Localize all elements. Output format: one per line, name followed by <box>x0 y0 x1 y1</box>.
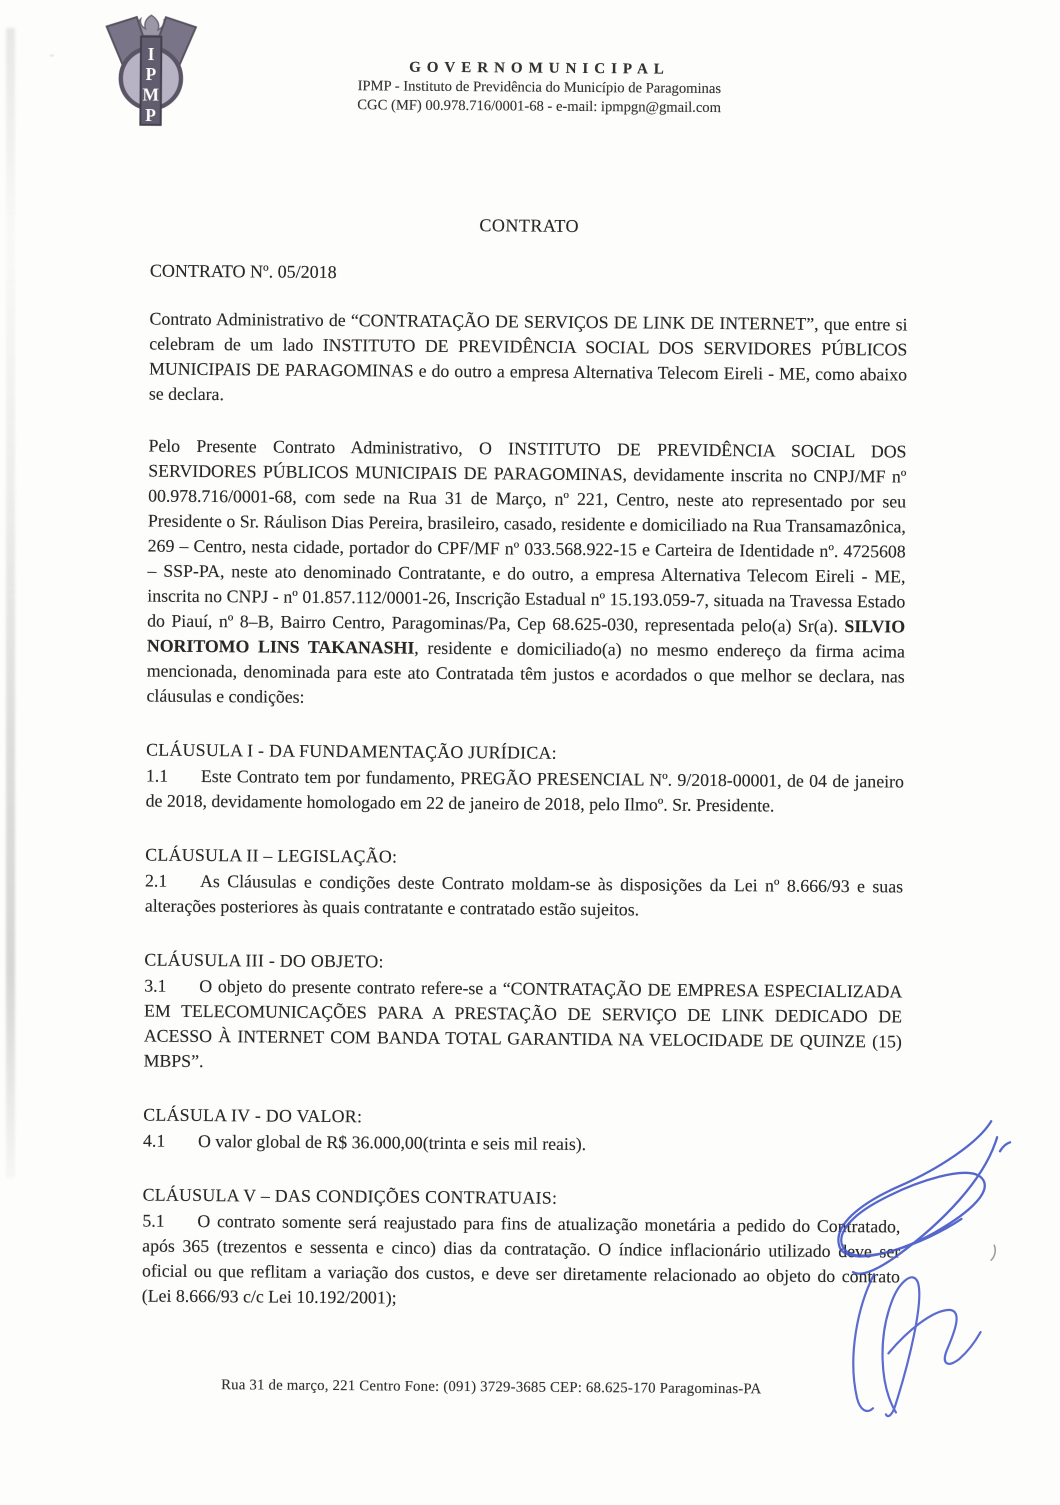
letterhead <box>299 59 779 118</box>
clause-heading: CLÁUSULA I - DA FUNDAMENTAÇÃO JURÍDICA: <box>146 739 558 763</box>
clause-heading: CLÁUSULA V – DAS CONDIÇÕES CONTRATUAIS: <box>142 1184 558 1208</box>
clause-item-text: O objeto do presente contrato refere-se a “CONTRATAÇÃO DE EMPRESA ESPECIALIZADA EM TELECOMUNICAÇÕES PARA A PRESTAÇÃO DE SERVIÇO DE LINK DEDICADO DE ACESSO À INTERNET COM BANDA TOTAL GARANTIDA NA VELOCIDADE DE QUINZE (15) MBPS”. <box>143 975 903 1072</box>
clause-item-text: O valor global de R$ 36.000,00(trinta e seis mil reais). <box>197 1130 587 1155</box>
scan-speck: ᵕ <box>48 47 56 64</box>
clause-5 <box>142 1183 901 1315</box>
clause-item-text: As Cláusulas e condições deste Contrato moldam-se às disposições da Lei nº 8.666/93 e suas alterações posteriores às quais contratante e contratado estão sujeitos. <box>144 870 904 920</box>
clause-item-number: 5.1 <box>142 1210 165 1231</box>
org-subtitle: IPMP - Instituto de Previdência do Município de Paragominas <box>357 78 722 98</box>
clause-body <box>144 974 903 1080</box>
org-title: GOVERNOMUNICIPAL <box>409 59 670 78</box>
clause-heading: CLÁUSULA III - DO OBJETO: <box>144 949 384 972</box>
clause-heading: CLÁUSULA II – LEGISLAÇÃO: <box>145 844 398 867</box>
clause-heading: CLÁSULA IV - DO VALOR: <box>143 1104 363 1127</box>
clause-item-number: 2.1 <box>145 870 168 891</box>
logo-letter: I <box>147 43 155 64</box>
clause-item-number: 4.1 <box>142 1130 166 1151</box>
clause-4 <box>143 1103 901 1160</box>
org-cgc-line: CGC (MF) 00.978.716/0001-68 - e-mail: ipmpgn@gmail.com <box>357 97 722 117</box>
contractor-representative-name: SILVIO NORITOMO LINS TAKANASHI <box>146 616 906 658</box>
preamble-text-2: , residente e domiciliado(a) no mesmo endereço da firma acima mencionada, denominada para este ato Contratada têm justos e acordados o que melhor se declara, nas cláusulas e condições: <box>146 637 905 707</box>
clause-item-text: O contrato somente será reajustado para fins de atualização monetária a pedido do Contratado, após 365 (trezentos e sessenta e cinco) dias da contratação. O índice inflacionário utilizado deve ser oficial ou que reflitam a variação dos custos, e deve ser diretamente relacionado ao objeto do contrato (Lei 8.666/93 c/c Lei 10.192/2001); <box>141 1210 901 1308</box>
clause-item-number: 3.1 <box>144 975 167 996</box>
subject-paragraph: Contrato Administrativo de “CONTRATAÇÃO DE SERVIÇOS DE LINK DE INTERNET”, que entre si celebram de um lado INSTITUTO DE PREVIDÊNCIA SOCIAL DOS SERVIDORES PÚBLICOS MUNICIPAIS DE PARAGOMINAS e do outro a empresa Alternativa Telecom Eireli - ME, como abaixo se declara. <box>148 308 908 405</box>
contract-number: CONTRATO Nº. 05/2018 <box>149 260 337 283</box>
pencil-tick-mark <box>991 1245 995 1260</box>
document-title: CONTRATO <box>479 215 580 236</box>
document-body <box>142 213 909 1315</box>
footer-address: Rua 31 de março, 221 Centro Fone: (091) 3729-3685 CEP: 68.625-170 Paragominas-PA <box>221 1377 762 1398</box>
clause-2 <box>145 843 904 925</box>
clause-body <box>142 1209 901 1315</box>
logo-letter: P <box>145 64 157 85</box>
clause-body <box>145 869 903 925</box>
clause-item-text: Este Contrato tem por fundamento, PREGÃO PRESENCIAL Nº. 9/2018-00001, de 04 de janeiro de 2018, devidamente homologado em 22 de janeiro de 2018, pelo Ilmoº. Sr. Presidente. <box>145 765 904 816</box>
clause-body <box>143 1129 901 1160</box>
clause-1 <box>146 738 905 820</box>
ipmp-logo-icon <box>102 13 200 127</box>
logo-letter: M <box>142 84 160 105</box>
preamble-text-1: Pelo Presente Contrato Administrativo, O INSTITUTO DE PREVIDÊNCIA SOCIAL DOS SERVIDORES PÚBLICOS MUNICIPAIS DE PARAGOMINAS, devidamente inscrita no CNPJ/MF nº 00.978.716/0001-68, com sede na Rua 31 de Março, nº 221, Centro, neste ato representado por seu Presidente o Sr. Ráulison Dias Pereira, brasileiro, casado, residente e domiciliado na Rua Transamazônica, 269 – Centro, nesta cidade, portador do CPF/MF nº 033.568.922-15 e Carteira de Identidade nº. 4725608 – SSP-PA, neste ato denominado Contratante, e do outro, a empresa Alternativa Telecom Eireli - ME, inscrita no CNPJ - nº 01.857.112/0001-26, Inscrição Estadual nº 15.193.059-7, situada na Travessa Estado do Piauí, nº 8–B, Bairro Centro, Paragominas/Pa, Cep 68.625-030, representada pelo(a) Sr(a). <box>147 435 907 637</box>
preamble-paragraph <box>146 434 906 715</box>
clause-body <box>146 764 904 820</box>
clause-3 <box>144 948 903 1080</box>
clause-item-number: 1.1 <box>145 765 169 786</box>
logo-letter: P <box>145 104 157 126</box>
